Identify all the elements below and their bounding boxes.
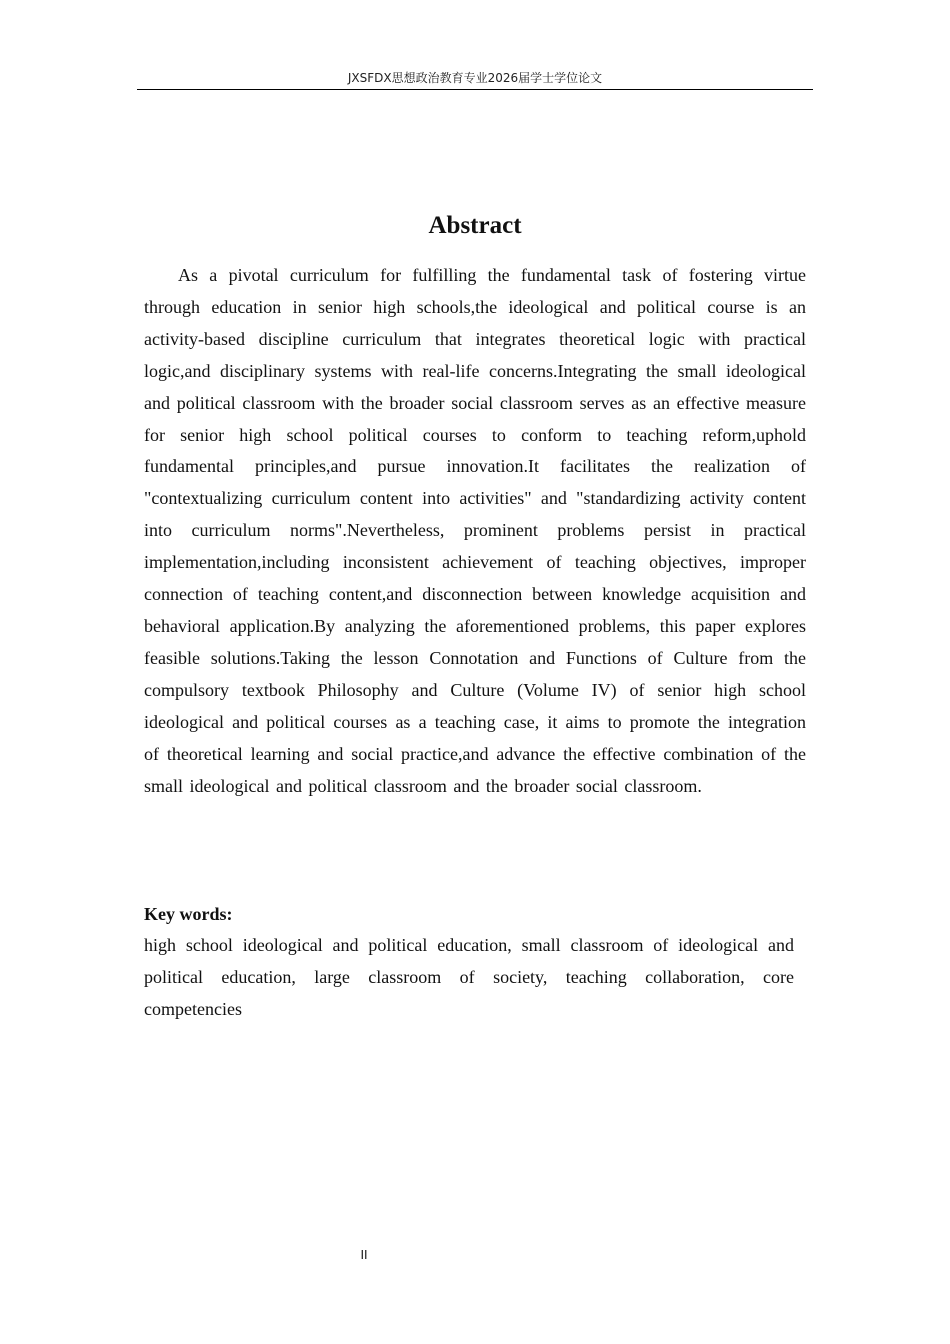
page-number: II: [360, 1248, 368, 1262]
abstract-title: Abstract: [428, 212, 522, 239]
keywords-text: high school ideological and political education, small classroom of ideological and political education, large classroom of society, teaching collaboration, core competencies: [144, 935, 794, 1019]
abstract-body: As a pivotal curriculum for fulfilling the fundamental task of fostering virtue through education in senior high schools,the ideological and political course is an activity-based discipline curriculum that integrates theoretical logic with practical logic,and disciplinary systems with real-life concerns.Integrating the small ideological and political classroom with the broader social classroom serves as an effective measure for senior high school political courses to conform to teaching reform,uphold fundamental principles,and pursue innovation.It facilitates the realization of "contextualizing curriculum content into activities" and "standardizing activity content into curriculum norms".Nevertheless, prominent problems persist in practical implementation,including inconsistent achievement of teaching objectives, improper connection of teaching content,and disconnection between knowledge acquisition and behavioral application.By analyzing the aforementioned problems, this paper explores feasible solutions.Taking the lesson Connotation and Functions of Culture from the compulsory textbook Philosophy and Culture (Volume IV) of senior high school ideological and political courses as a teaching case, it aims to promote the integration of theoretical learning and social practice,and advance the effective combination of the small ideological and political classroom and the broader social classroom.: [144, 265, 806, 796]
keywords-heading: Key words:: [144, 904, 233, 924]
header-divider: [137, 89, 813, 90]
page-header: JXSFDX思想政治教育专业2026届学士学位论文: [347, 71, 603, 85]
